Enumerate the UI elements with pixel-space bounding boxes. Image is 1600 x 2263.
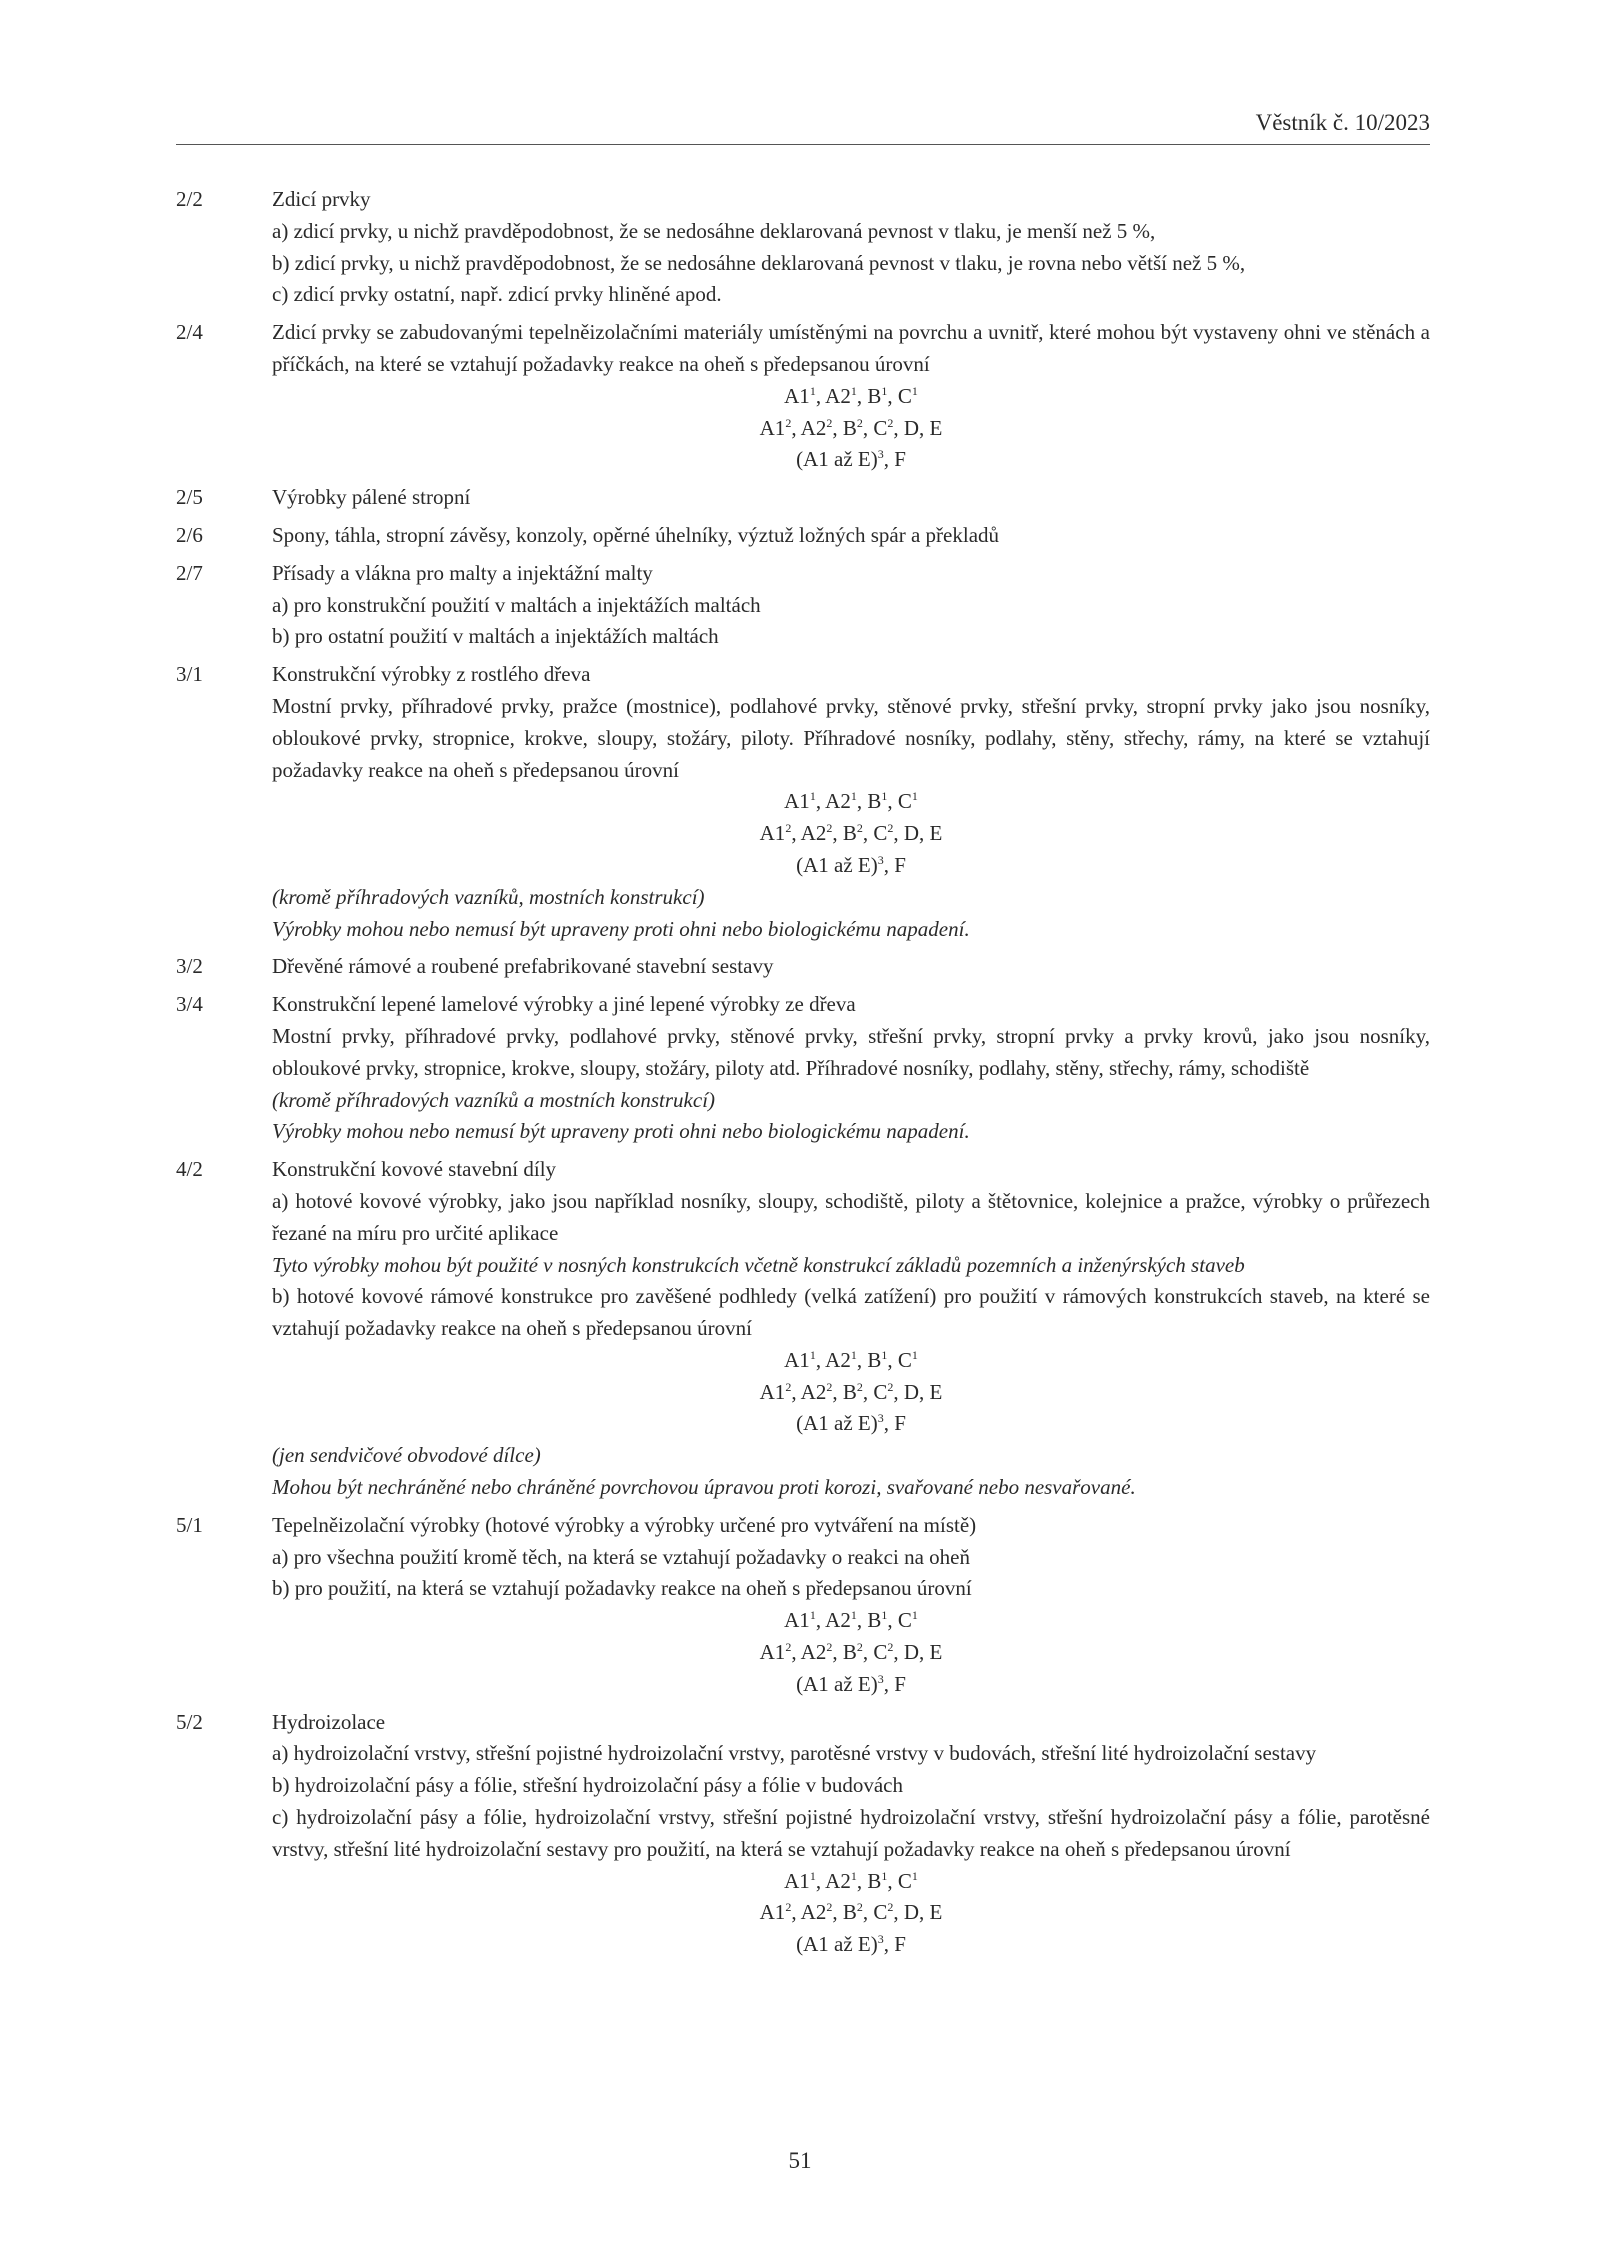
entry-note: Výrobky mohou nebo nemusí být upraveny proti ohni nebo biologickému napadení. <box>272 1119 970 1144</box>
entry-2-5 <box>176 482 1430 514</box>
class-footnote-marker: 2 <box>826 1379 833 1394</box>
class-footnote-marker: 1 <box>850 1868 857 1883</box>
entry-text: Mostní prvky, příhradové prvky, podlahové prvky, stěnové prvky, střešní prvky, stropní prvky a prvky krovů, jako jsou nosníky, obloukové prvky, stropnice, krokve, sloupy, stožáry, piloty atd. Příhradové nosníky, podlahy, stěny, střechy, rámy, schodiště <box>272 1023 1430 1080</box>
class-footnote-marker: 2 <box>826 1900 833 1915</box>
entry-text: Konstrukční kovové stavební díly <box>272 1157 557 1182</box>
class-footnote-marker: 2 <box>856 1379 863 1394</box>
class-footnote-marker: 2 <box>856 415 863 430</box>
entry-3-4 <box>176 989 1430 1148</box>
entry-3-2 <box>176 951 1430 983</box>
entry-5-1 <box>176 1510 1430 1701</box>
fire-class-line-2: $A1^2$, $A2^2$, $B^2$, $C^2$, D, E <box>759 1640 943 1665</box>
class-footnote-marker: 2 <box>887 821 894 836</box>
class-footnote-marker: 1 <box>809 1608 816 1623</box>
class-footnote-marker: 1 <box>850 1347 857 1362</box>
class-footnote-marker: 2 <box>887 1900 894 1915</box>
entry-text: Tepelněizolační výrobky (hotové výrobky a výrobky určené pro vytváření na místě) <box>272 1512 977 1537</box>
entry-note: Mohou být nechráněné nebo chráněné povrchovou úpravou proti korozi, svařované nebo nesvařované. <box>272 1475 1136 1500</box>
entry-code: 2/7 <box>176 560 203 585</box>
entry-3-1 <box>176 659 1430 945</box>
class-footnote-marker: 1 <box>881 1347 888 1362</box>
entry-text: c) hydroizolační pásy a fólie, hydroizolační vrstvy, střešní pojistné hydroizolační vrstvy, střešní hydroizolační pásy a fólie, parotěsné vrstvy, střešní lité hydroizolační sestavy pro použití, na která se vztahují požadavky reakce na oheň s předepsanou úrovní <box>272 1805 1430 1861</box>
class-footnote-marker: 2 <box>826 415 833 430</box>
fire-class-line-1: $A1^1$, $A2^1$, $B^1$, $C^1$ <box>784 1868 918 1893</box>
fire-class-line-3: (A1 až E)$^3$, F <box>796 1932 906 1957</box>
fire-class-line-2: $A1^2$, $A2^2$, $B^2$, $C^2$, D, E <box>759 1900 943 1925</box>
entry-code: 2/6 <box>176 522 203 547</box>
class-footnote-marker: 1 <box>911 1608 918 1623</box>
entry-code: 3/4 <box>176 992 203 1017</box>
entry-text: Přísady a vlákna pro malty a injektážní malty <box>272 560 653 585</box>
class-footnote-marker: 1 <box>809 1868 816 1883</box>
entry-text: Hydroizolace <box>272 1709 386 1734</box>
class-footnote-marker: 2 <box>785 821 792 836</box>
header-divider <box>176 144 1430 145</box>
class-footnote-marker: 1 <box>881 789 888 804</box>
entry-code: 3/2 <box>176 954 203 979</box>
entry-text: b) zdicí prvky, u nichž pravděpodobnost, že se nedosáhne deklarovaná pevnost v tlaku, je rovna nebo větší než 5 %, <box>272 250 1246 275</box>
entry-text: Zdicí prvky <box>272 187 371 211</box>
entry-4-2 <box>176 1154 1430 1504</box>
class-footnote-marker: 1 <box>850 1608 857 1623</box>
fire-class-line-2: $A1^2$, $A2^2$, $B^2$, $C^2$, D, E <box>759 1379 943 1404</box>
entry-text: c) zdicí prvky ostatní, např. zdicí prvky hliněné apod. <box>272 282 722 307</box>
class-footnote-marker: 2 <box>826 1640 833 1655</box>
entry-text: a) pro všechna použití kromě těch, na která se vztahují požadavky o reakci na oheň <box>272 1544 970 1569</box>
class-footnote-marker: 2 <box>887 1640 894 1655</box>
class-footnote-marker: 3 <box>877 447 884 462</box>
class-footnote-marker: 1 <box>809 383 816 398</box>
entry-2-2 <box>176 184 1430 311</box>
entry-2-4 <box>176 317 1430 476</box>
class-footnote-marker: 2 <box>785 1640 792 1655</box>
entry-note: Tyto výrobky mohou být použité v nosných konstrukcích včetně konstrukcí základů pozemních a inženýrských staveb <box>272 1252 1245 1277</box>
entry-code: 4/2 <box>176 1157 203 1182</box>
entry-text: Spony, táhla, stropní závěsy, konzoly, opěrné úhelníky, výztuž ložných spár a překladů <box>272 522 1000 547</box>
entry-text: b) hydroizolační pásy a fólie, střešní hydroizolační pásy a fólie v budovách <box>272 1773 903 1798</box>
entry-5-2 <box>176 1707 1430 1961</box>
fire-class-line-3: (A1 až E)$^3$, F <box>796 1671 906 1696</box>
class-footnote-marker: 2 <box>826 821 833 836</box>
class-footnote-marker: 1 <box>911 1868 918 1883</box>
class-footnote-marker: 1 <box>911 383 918 398</box>
class-footnote-marker: 2 <box>887 1379 894 1394</box>
entry-2-7 <box>176 558 1430 653</box>
entry-text: Mostní prvky, příhradové prvky, pražce (mostnice), podlahové prvky, stěnové prvky, střešní prvky, stropní prvky jako jsou nosníky, obloukové prvky, stropnice, krokve, sloupy, stožáry, piloty. Příhradové nosníky, podlahy, stěny, střechy, rámy, na které se vztahují požadavky reakce na oheň s předepsanou úrovní <box>272 693 1430 782</box>
entry-code: 3/1 <box>176 662 203 687</box>
entry-2-6 <box>176 520 1430 552</box>
entry-text: b) pro použití, na která se vztahují požadavky reakce na oheň s předepsanou úrovní <box>272 1576 972 1601</box>
fire-class-line-2: $A1^2$, $A2^2$, $B^2$, $C^2$, D, E <box>759 415 943 440</box>
entry-text: Konstrukční lepené lamelové výrobky a jiné lepené výrobky ze dřeva <box>272 992 856 1017</box>
class-footnote-marker: 1 <box>911 1347 918 1362</box>
entry-code: 2/2 <box>176 187 203 211</box>
class-footnote-marker: 3 <box>877 1411 884 1426</box>
entry-note: (kromě příhradových vazníků a mostních konstrukcí) <box>272 1087 716 1112</box>
class-footnote-marker: 2 <box>785 415 792 430</box>
class-footnote-marker: 2 <box>785 1379 792 1394</box>
class-footnote-marker: 3 <box>877 852 884 867</box>
entry-text: Konstrukční výrobky z rostlého dřeva <box>272 662 591 687</box>
class-footnote-marker: 1 <box>881 1868 888 1883</box>
class-footnote-marker: 1 <box>809 789 816 804</box>
entry-text: a) pro konstrukční použití v maltách a injektážích maltách <box>272 592 761 617</box>
class-footnote-marker: 1 <box>850 789 857 804</box>
fire-class-line-1: $A1^1$, $A2^1$, $B^1$, $C^1$ <box>784 1347 918 1372</box>
class-footnote-marker: 1 <box>881 383 888 398</box>
fire-class-line-1: $A1^1$, $A2^1$, $B^1$, $C^1$ <box>784 383 918 408</box>
fire-class-line-1: $A1^1$, $A2^1$, $B^1$, $C^1$ <box>784 1608 918 1633</box>
page-number: 51 <box>788 2148 812 2173</box>
class-footnote-marker: 3 <box>877 1671 884 1686</box>
page-header-title: Věstník č. 10/2023 <box>1255 110 1430 135</box>
entry-text: b) hotové kovové rámové konstrukce pro zavěšené podhledy (velká zatížení) pro použití v rámových konstrukcích staveb, na které se vztahují požadavky reakce na oheň s předepsanou úrovní <box>272 1284 1430 1341</box>
class-footnote-marker: 1 <box>809 1347 816 1362</box>
fire-class-line-2: $A1^2$, $A2^2$, $B^2$, $C^2$, D, E <box>759 821 943 846</box>
entry-text: a) zdicí prvky, u nichž pravděpodobnost, že se nedosáhne deklarovaná pevnost v tlaku, je menší než 5 %, <box>272 218 1156 243</box>
class-footnote-marker: 3 <box>877 1932 884 1947</box>
class-footnote-marker: 1 <box>850 383 857 398</box>
entry-note: (kromě příhradových vazníků, mostních konstrukcí) <box>272 884 705 909</box>
entry-code: 5/2 <box>176 1709 203 1734</box>
entry-code: 2/4 <box>176 320 203 345</box>
class-footnote-marker: 2 <box>887 415 894 430</box>
class-footnote-marker: 1 <box>881 1608 888 1623</box>
fire-class-line-3: (A1 až E)$^3$, F <box>796 447 906 472</box>
fire-class-line-3: (A1 až E)$^3$, F <box>796 852 906 877</box>
entry-text: Výrobky pálené stropní <box>272 485 471 510</box>
entry-text: a) hotové kovové výrobky, jako jsou například nosníky, sloupy, schodiště, piloty a štětovnice, kolejnice a pražce, výrobky o průřezech řezané na míru pro určité aplikace <box>272 1188 1430 1245</box>
class-footnote-marker: 2 <box>785 1900 792 1915</box>
class-footnote-marker: 2 <box>856 821 863 836</box>
class-footnote-marker: 2 <box>856 1640 863 1655</box>
document-body <box>176 184 1430 1967</box>
entry-note: Výrobky mohou nebo nemusí být upraveny proti ohni nebo biologickému napadení. <box>272 916 970 941</box>
fire-class-line-3: (A1 až E)$^3$, F <box>796 1411 906 1436</box>
entry-text: b) pro ostatní použití v maltách a injektážích maltách <box>272 624 719 649</box>
fire-class-line-1: $A1^1$, $A2^1$, $B^1$, $C^1$ <box>784 789 918 814</box>
class-footnote-marker: 1 <box>911 789 918 804</box>
entry-code: 2/5 <box>176 485 203 510</box>
entry-note: (jen sendvičové obvodové dílce) <box>272 1443 541 1468</box>
entry-text: Dřevěné rámové a roubené prefabrikované stavební sestavy <box>272 954 774 979</box>
entry-code: 5/1 <box>176 1512 203 1537</box>
entry-text: a) hydroizolační vrstvy, střešní pojistné hydroizolační vrstvy, parotěsné vrstvy v budovách, střešní lité hydroizolační sestavy <box>272 1741 1317 1766</box>
entry-text: Zdicí prvky se zabudovanými tepelněizolačními materiály umístěnými na povrchu a uvnitř, které mohou být vystaveny ohni ve stěnách a příčkách, na které se vztahují požadavky reakce na oheň s předepsanou úrovní <box>272 320 1430 376</box>
class-footnote-marker: 2 <box>856 1900 863 1915</box>
